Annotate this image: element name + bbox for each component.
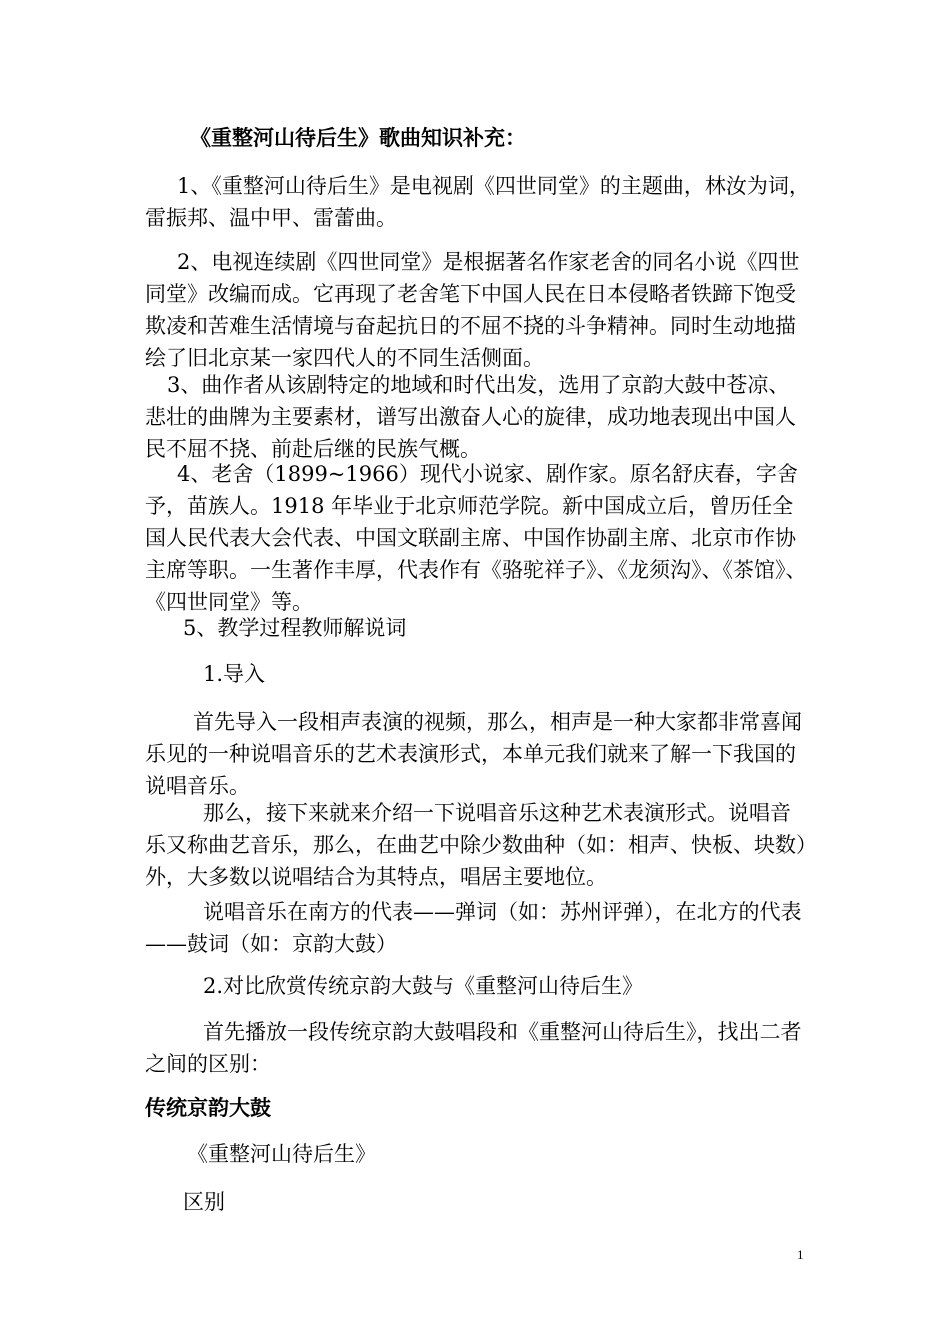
subheading-2: 2.对比欣赏传统京韵大鼓与《重整河山待后生》 [203,974,644,998]
paragraph-9: 首先播放一段传统京韵大鼓唱段和《重整河山待后生》，找出二者之间的区别： [145,1020,802,1076]
comparison-label-traditional: 传统京韵大鼓 [145,1096,271,1120]
paragraph-6: 首先导入一段相声表演的视频，那么，相声是一种大家都非常喜闻乐见的一种说唱音乐的艺术表演形式，本单元我们就来了解一下我国的说唱音乐。 [145,710,802,798]
paragraph-2: 2、电视连续剧《四世同堂》是根据著名作家老舍的同名小说《四世同堂》改编而成。它再现了老舍笔下中国人民在日本侵略者铁蹄下饱受欺凌和苦难生活情境与奋起抗日的不屈不挠的斗争精神。同时生动地描绘了旧北京某一家四代人的不同生活侧面。 [145,250,800,370]
paragraph-3: 3、曲作者从该剧特定的地域和时代出发，选用了京韵大鼓中苍凉、悲壮的曲牌为主要素材，谱写出激奋人心的旋律，成功地表现出中国人民不屈不挠、前赴后继的民族气概。 [145,373,796,461]
comparison-label-song: 《重整河山待后生》 [187,1142,376,1166]
paragraph-4: 4、老舍（1899~1966）现代小说家、剧作家。原名舒庆春，字舍予，苗族人。1918 年毕业于北京师范学院。新中国成立后，曾历任全国人民代表大会代表、中国文联副主席、中国作协副主席、北京市作协主席等职。一生著作丰厚，代表作有《骆驼祥子》、《龙须沟》、《茶馆》、《四世同堂》等。 [145,462,807,614]
paragraph-8: 说唱音乐在南方的代表——弹词（如：苏州评弹），在北方的代表——鼓词（如：京韵大鼓） [145,900,802,956]
paragraph-5: 5、教学过程教师解说词 [183,616,407,640]
paragraph-7: 那么，接下来就来介绍一下说唱音乐这种艺术表演形式。说唱音乐又称曲艺音乐，那么，在曲艺中除少数曲种（如：相声、快板、块数）外，大多数以说唱结合为其特点，唱居主要地位。 [145,801,807,889]
subheading-1: 1.导入 [203,662,266,686]
paragraph-1: 1、《重整河山待后生》是电视剧《四世同堂》的主题曲，林汝为词，雷振邦、温中甲、雷蕾曲。 [145,174,810,230]
comparison-label-difference: 区别 [183,1190,225,1214]
page-number: 1 [797,1247,804,1262]
document-heading: 《重整河山待后生》歌曲知识补充： [190,126,526,150]
